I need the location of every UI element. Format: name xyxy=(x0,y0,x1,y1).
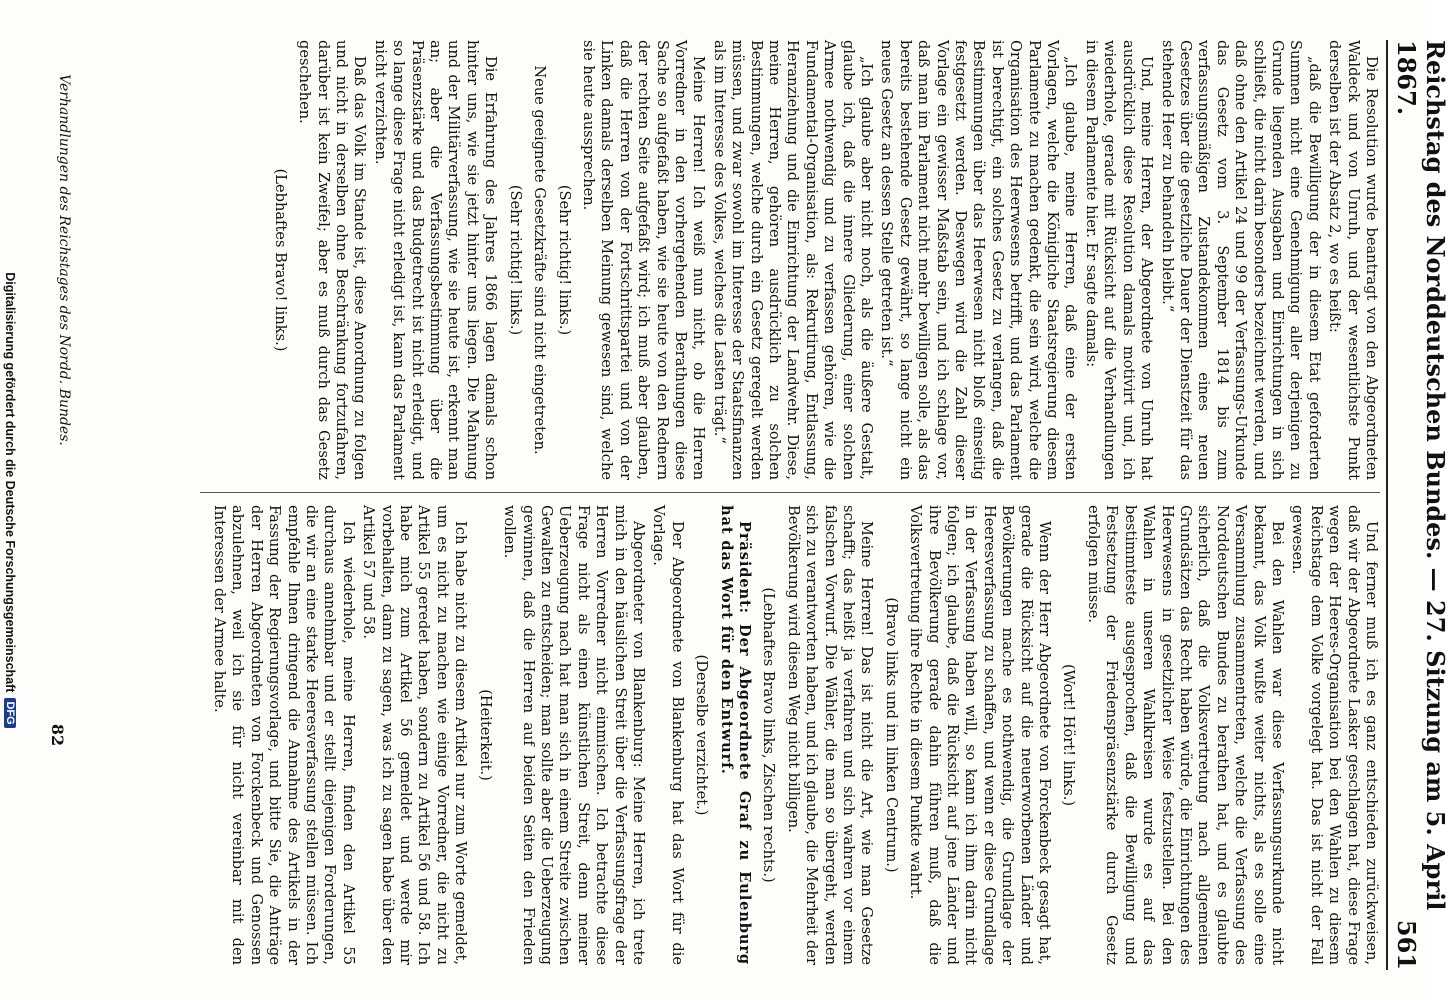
paragraph: „Ich glaube, meine Herren, daß eine der ersten Vorlagen, welche die Königliche Staatsregierung diesem Parlamente zu machen gedenkt, die sein wird, welche die Organisation des Heerwesens betrifft, und das Parlament ist berechtigt, ein solches Gesetz zu verlangen, daß die Bestimmungen über das Heerwesen nicht bloß einseitig festgesetzt werden. Deswegen wird die Zahl dieser Vorlage ein gewisser Maßstab sein, und ich schlage vor, daß man im Parlament nicht mehr bewilligen solle, als das bereits bestehende Gesetz gewährt, so lange nicht ein neues Gesetz an dessen Stelle getreten ist.“ xyxy=(878,40,1080,480)
paragraph: Meine Herren! Das ist nicht die Art, wie man Gesetze schafft; das heißt ja verfahren und sich wahren vor einem falschen Vorwurf. Die Wähler, die man so übergeht, werden sich zu verantworten haben, und ich glaube, die Mehrheit der Bevölkerung wird diesen Weg nicht billigen. xyxy=(784,505,876,965)
paragraph: Die Erfahrung des Jahres 1866 lagen damals schon hinter uns, wie sie jetzt hinter uns liegen. Die Mahnung und der Militärverfassung, wie sie heute ist, erkennt man an; aber die Verfassungsbestimmung über die Präsenzstärke und das Budgetrecht ist nicht erledigt, und so lange diese Frage nicht erledigt ist, kann das Parlament nicht verzichten. xyxy=(371,40,500,480)
paragraph: Und, meine Herren, der Abgeordnete von Unruh hat ausdrücklich diese Resolution damals motivirt und, ich wiederhole, gerade mit Rücksicht auf die Verhandlungen in diesem Parlamente hier. Er sagte damals: xyxy=(1082,40,1156,480)
header-title: Reichstag des Norddeutschen Bundes. — 27. Sitzung am 5. April 1867. xyxy=(1392,40,1450,911)
paragraph: Der Abgeordnete von Blankenburg hat das Wort für die Vorlage. xyxy=(650,505,686,965)
page-number: 561 xyxy=(1392,919,1421,970)
digitization-note xyxy=(0,0,20,1000)
interjection: (Lebhaftes Bravo! links.) xyxy=(271,168,289,352)
interjection: (Wort! Hört! links.) xyxy=(1060,663,1078,807)
paragraph: Und ferner muß ich es ganz entschieden zurückweisen, daß wir der Abgeordnete Lasker geschlagen hat, diese Frage wegen der Heeres-Organisation bei den Wahlen zu diesem Reichstage dem Volke vorgelegt hat. Das ist nicht der Fall gewesen. xyxy=(1289,505,1380,965)
digitization-text: Digitalisierung gefördert durch die Deutsche Forschungsgemeinschaft xyxy=(3,272,17,693)
paragraph: Ich habe nicht zu diesem Artikel nur zum Worte gemeldet, um es nicht zu machen wie einige Vorredner, die nicht zu Artikel 55 geredet haben, sondern zu Artikel 56 und 58. Ich habe mich zum Artikel 56 gemeldet und werde mir vorbehalten, dann zu sagen, was ich zu sagen habe über den Artikel 57 und 58. xyxy=(360,505,470,965)
interjection: (Derselbe verzichtet.) xyxy=(693,654,711,816)
paragraph: Die Resolution wurde beantragt von den Abgeordneten Waldeck und von Unruh, und der wesentlichste Punkt derselben ist der Absatz 2, wo es heißt: xyxy=(1326,40,1380,480)
right-column xyxy=(208,505,1380,965)
interjection: (Sehr richtig! links.) xyxy=(506,184,524,336)
speech-paragraph: Abgeordneter von Blankenburg: Meine Herren, ich trete mich in den häuslichen Streit über die Verfassungsfrage der Herren Vorredner nicht einmischen. Ich betrachte diese Frage nicht als einen künstlichen Streit, denn meiner Ueberzeugung nach hat man sich in einem Streite zwischen Gewalten zu entscheiden; man sollte aber die Ueberzeugung gewinnen, daß die Herren auf beiden Seiten den Frieden wollen. xyxy=(501,505,647,965)
paragraph: „Ich glaube aber nicht noch, als die äußere Gestalt, glaube ich, daß die innere Gliederung, einer solchen Armee nothwendig und zu verfassen gehören, wie die Fundamental-Organisation, als: Rekrutirung, Entlassung, Heranziehung und die Einrichtung der Landwehr. Diese, meine Herren, gehören ausdrücklich zu solchen Bestimmungen, welche durch ein Gesetz geregelt werden müssen, und zwar sowohl im Interesse der Staatsfinanzen als im Interesse des Volkes, welches die Lasten trägt.“ xyxy=(710,40,876,480)
paragraph: Bei den Wahlen war diese Verfassungsurkunde nicht bekannt, das Volk wußte weiter nichts, als es solle eine Versammlung zusammentreten, welche die Verfassung des Norddeutschen Bundes zu berathen hat, und es glaubte sicherlich, daß die Volksvertretung nach allgemeinen Grundsätzen das Recht haben würde, die Einrichtungen des Heerwesens in gesetzlicher Weise festzustellen. Bei den Wahlen in unseren Wahlkreisen wurde es auf das bestimmteste ausgesprochen, daß die Bewilligung und Festsetzung der Friedenspräsenzstärke durch Gesetz erfolgen müsse. xyxy=(1084,505,1286,965)
page-header xyxy=(1386,40,1450,970)
paragraph: Wenn der Herr Abgeordnete von Forckenbeck gesagt hat, gerade die Rücksicht auf die neuerworbenen Länder und Bevölkerungen mache es nothwendig, die Grundlage der Heeresverfassung zu schaffen, und wenn er diese Grundlage in der Verfassung haben will, so kann ich ihm darin nicht folgen; ich glaube, daß die Rücksicht auf jene Länder und ihre Bevölkerung gerade dahin führen muß, daß die Volksvertretung ihre Rechte in diesem Punkte wahrt. xyxy=(907,505,1054,965)
interjection: (Heiterkeit.) xyxy=(476,689,494,781)
footer-note: Verhandlungen des Reichstages des Nordd. Bundes. xyxy=(56,74,72,446)
dfg-logo-icon: DFG xyxy=(4,698,16,727)
page-signature: 82 xyxy=(48,723,67,747)
president-line: Präsident: Der Abgeordnete Graf zu Eulenburg hat das Wort für den Entwurf. xyxy=(717,505,753,965)
paragraph: „daß die Bewilligung der in diesem Etat geforderten Summen nicht eine Genehmigung aller derjenigen zu Grunde liegenden Ausgaben und Einrichtungen in sich schließt, die nicht darin besonders bezeichnet werden, und daß ohne den Artikel 24 und 99 der Verfassungs-Urkunde das Gesetz vom 3. September 1814 bis zum verfassungsmäßigen Zustandekommen eines neuen Gesetzes über die gesetzliche Dauer der Dienstzeit für das stehende Heer zu behandeln bleibt.“ xyxy=(1158,40,1323,480)
paragraph: Meine Herren! Ich weiß nun nicht, ob die Herren Vorredner in den vorhergehenden Berathungen diese Sache so aufgefaßt haben, wie sie heute von den Rednern der rechten Seite aufgefaßt wird; ich muß aber glauben, daß die Herren von der Fortschrittspartei und von der Linken damals derselben Meinung gewesen sind, welche sie heute aussprechen. xyxy=(579,40,708,480)
interjection: (Bravo links und im linken Centrum.) xyxy=(882,597,900,873)
interjection: Neue geeignete Gesetzkräfte sind nicht eingetreten. xyxy=(531,65,549,455)
column-divider xyxy=(200,492,1380,493)
interjection: (Sehr richtig! links.) xyxy=(555,184,573,336)
paragraph: Ich wiederhole, meine Herren, finden den Artikel 55 durchaus annehmbar und er stellt diejenigen Forderungen, die wir an eine starke Heeresverfassung stellen müssen. Ich empfehle Ihnen dringend die Annahme des Artikels in der Fassung der Regierungsvorlage, und bitte Sie, die Anträge der Herren Abgeordneten von Forckenbeck und Genossen abzulehnen, weil ich sie für nicht vereinbar mit den Interessen der Armee halte. xyxy=(211,505,357,965)
interjection: (Lebhaftes Bravo links, Zischen rechts.) xyxy=(760,587,778,883)
left-column xyxy=(264,40,1380,480)
paragraph: Daß das Volk im Stande ist, diese Anordnung zu folgen und nicht in derselben ohne Beschränkung fortzufahren, darüber ist kein Zweifel; aber es muß durch das Gesetz geschehen. xyxy=(296,40,369,480)
